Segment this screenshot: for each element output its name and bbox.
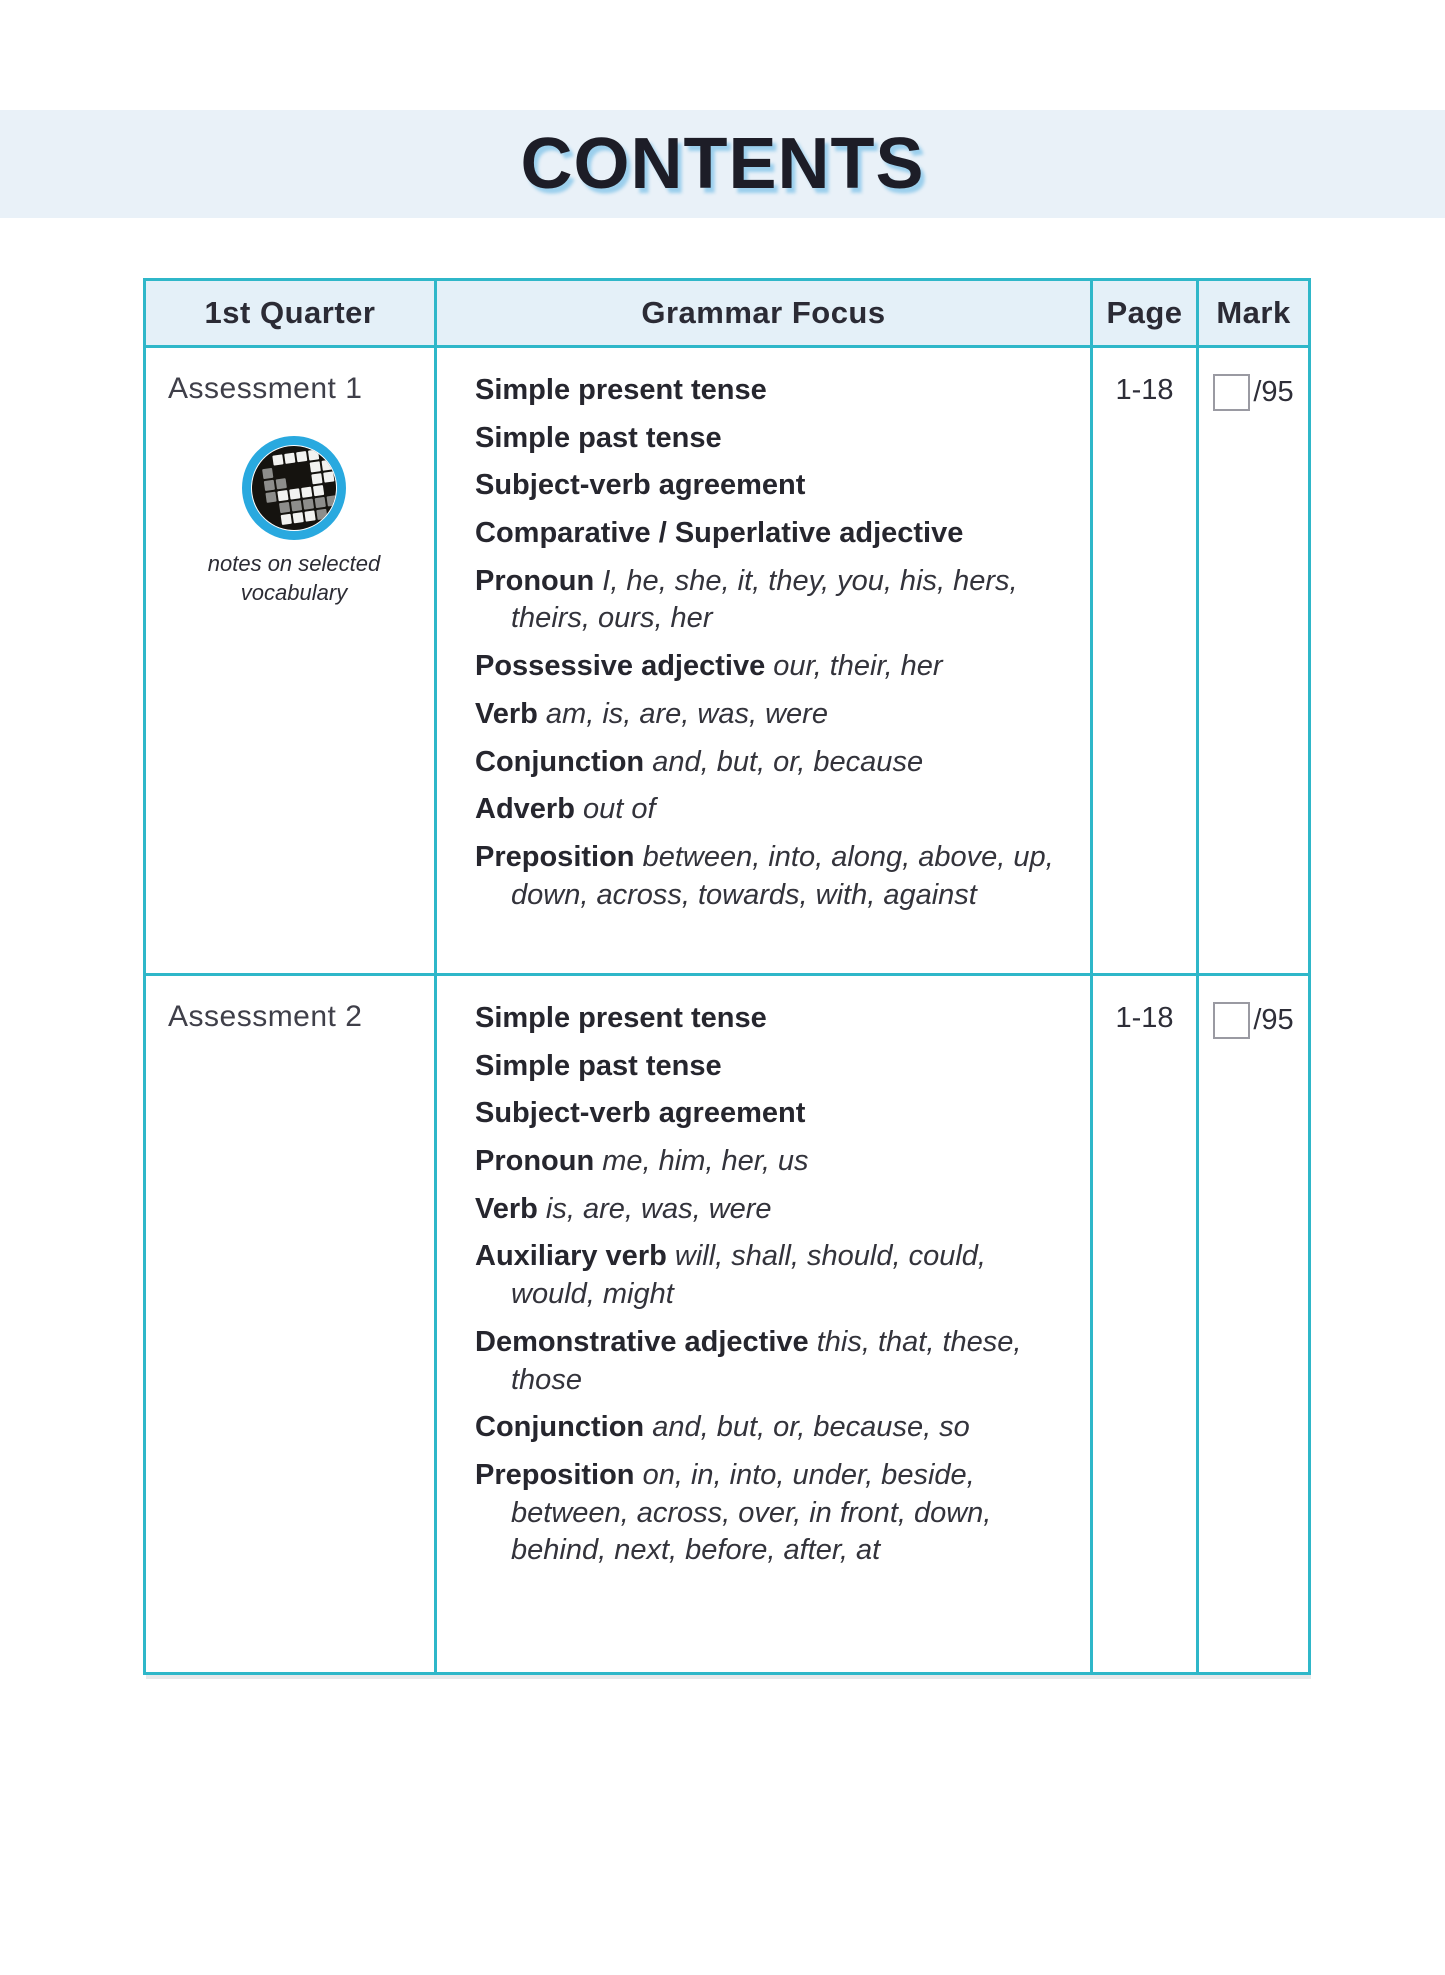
grammar-item: Demonstrative adjective this, that, these, those <box>475 1325 1022 1396</box>
grammar-item: Simple present tense <box>475 1002 767 1034</box>
mark-total-label: /95 <box>1253 376 1294 408</box>
assessment-label: Assessment 1 <box>168 372 363 405</box>
mark-total-label: /95 <box>1253 1004 1294 1036</box>
grammar-item: Possessive adjective our, their, her <box>475 650 943 683</box>
mark-fill-in-box[interactable] <box>1213 374 1250 411</box>
grammar-item: Auxiliary verb will, shall, should, could, would, might <box>475 1240 986 1311</box>
page-title: CONTENTS <box>520 124 925 204</box>
grammar-item: Verb is, are, was, were <box>475 1192 772 1225</box>
table-row <box>145 347 1310 975</box>
header-cell-mark: Mark <box>1198 280 1310 347</box>
page-cell: 1-18 <box>1092 347 1198 975</box>
table-row <box>145 975 1310 1674</box>
assessment-cell <box>145 347 436 975</box>
grammar-item: Comparative / Superlative adjective <box>475 517 964 550</box>
assessment-cell <box>145 975 436 1674</box>
header-cell-page: Page <box>1092 280 1198 347</box>
mark-cell <box>1198 975 1310 1674</box>
grammar-item: Subject-verb agreement <box>475 469 806 502</box>
grammar-list <box>475 1000 1064 1570</box>
grammar-item: Pronoun I, he, she, it, they, you, his, hers, theirs, ours, her <box>475 564 1018 635</box>
table-header-row <box>145 280 1310 347</box>
mark-cell <box>1198 347 1310 975</box>
grammar-item: Conjunction and, but, or, because, so <box>475 1411 970 1444</box>
grammar-item: Simple present tense <box>475 374 767 406</box>
grammar-item: Adverb out of <box>475 793 656 826</box>
grammar-item: Subject-verb agreement <box>475 1097 806 1130</box>
grammar-item: Simple past tense <box>475 1049 722 1082</box>
grammar-cell <box>436 347 1092 975</box>
header-cell-quarter: 1st Quarter <box>145 280 436 347</box>
header-cell-grammar-focus: Grammar Focus <box>436 280 1092 347</box>
grammar-item: Conjunction and, but, or, because <box>475 745 924 778</box>
assessment-label: Assessment 2 <box>168 1000 363 1033</box>
grammar-item: Simple past tense <box>475 421 722 454</box>
grammar-item: Verb am, is, are, was, were <box>475 697 828 730</box>
contents-table <box>143 278 1308 1675</box>
icon-caption: notes on selected vocabulary <box>207 551 381 605</box>
grammar-item: Preposition on, in, into, under, beside, between, across, over, in front, down, behind, next, before, after, at <box>475 1458 992 1567</box>
mark-fill-in-box[interactable] <box>1213 1002 1250 1039</box>
grammar-item: Pronoun me, him, her, us <box>475 1145 809 1178</box>
page-cell: 1-18 <box>1092 975 1198 1674</box>
badge-pixel-art <box>247 441 342 536</box>
grammar-item: Preposition between, into, along, above, up, down, across, towards, with, against <box>475 840 1054 911</box>
title-band <box>0 110 1445 218</box>
grammar-cell <box>436 975 1092 1674</box>
vocabulary-badge-icon <box>242 436 346 540</box>
grammar-list <box>475 372 1064 914</box>
